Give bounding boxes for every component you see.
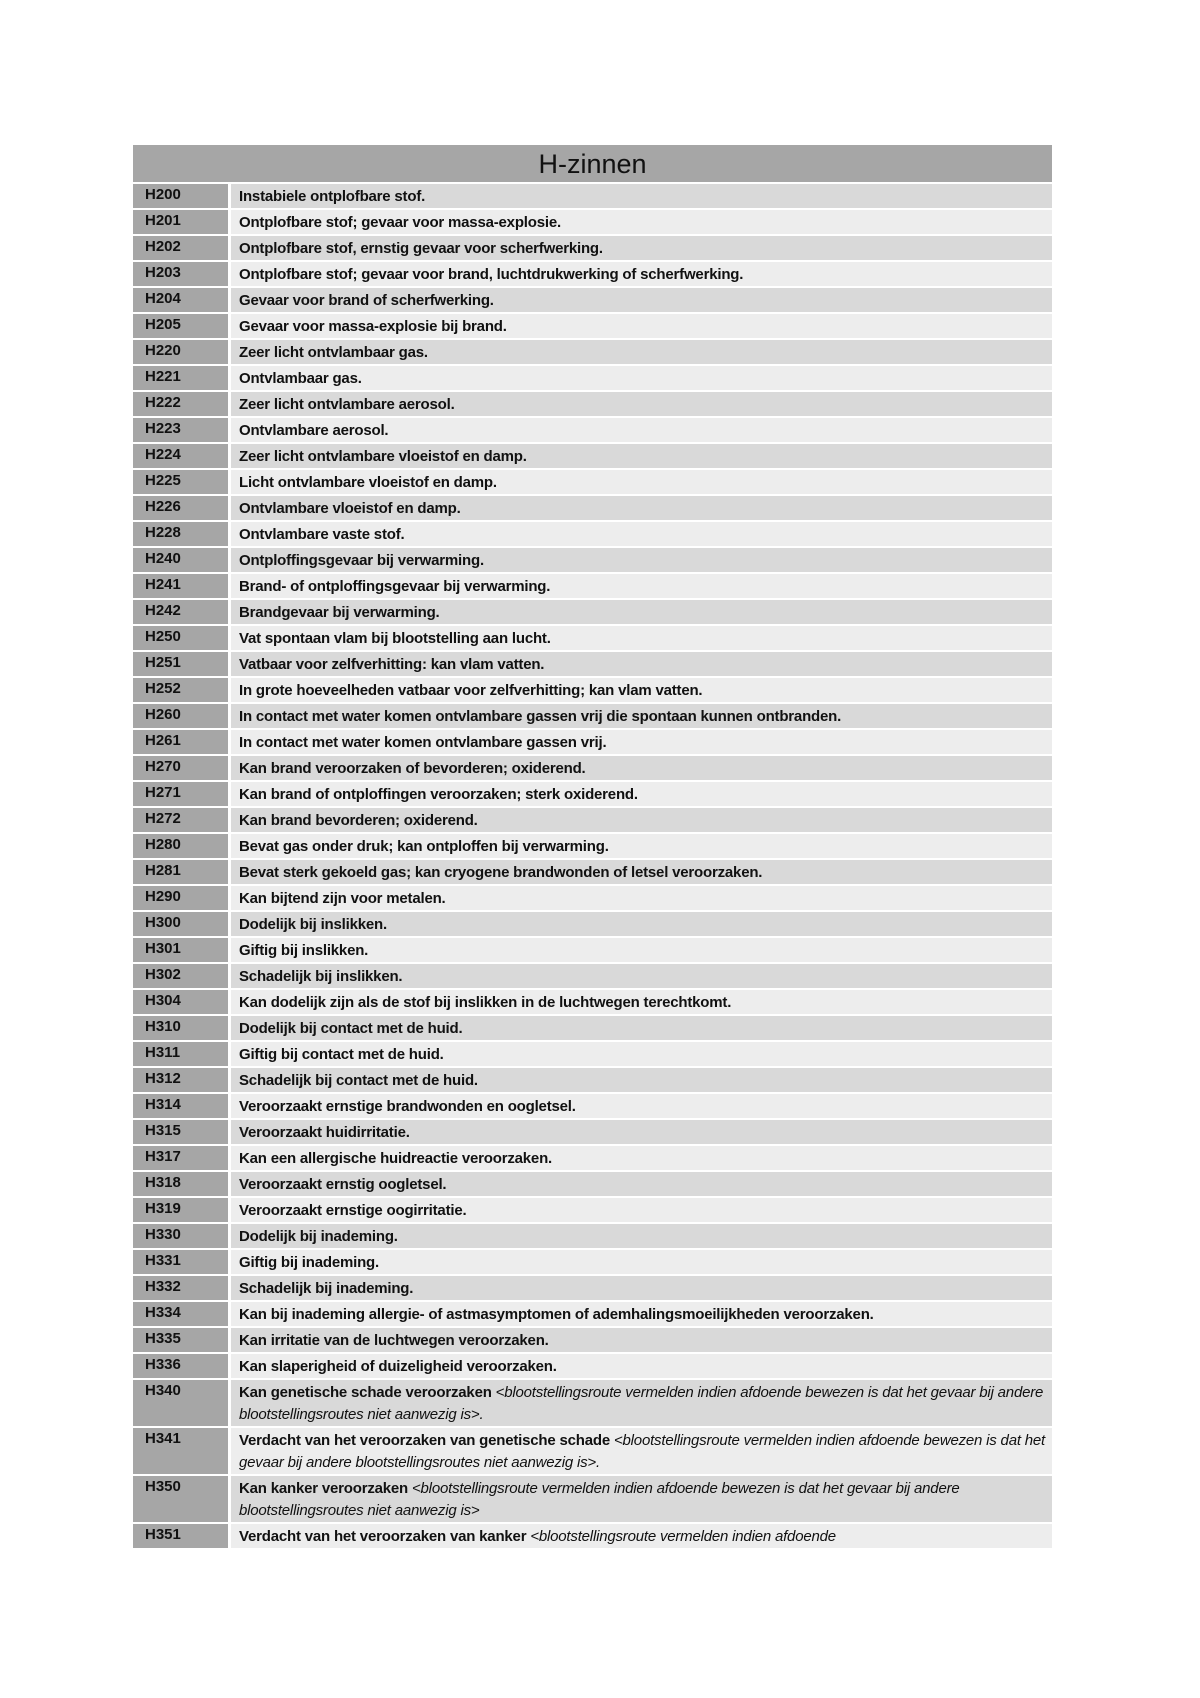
description-text: Brandgevaar bij verwarming. xyxy=(239,604,440,621)
table-row xyxy=(133,262,1052,286)
description-text: Verdacht van het veroorzaken van genetische schade xyxy=(239,1432,614,1449)
h-description xyxy=(231,1120,1052,1144)
description-text: Kan irritatie van de luchtwegen veroorzaken. xyxy=(239,1332,549,1349)
description-text: Kan brand bevorderen; oxiderend. xyxy=(239,812,478,829)
h-code: H205 xyxy=(133,314,228,338)
table-row xyxy=(133,964,1052,988)
h-description xyxy=(231,1428,1052,1474)
table-row xyxy=(133,1016,1052,1040)
h-code: H350 xyxy=(133,1476,228,1522)
h-code: H332 xyxy=(133,1276,228,1300)
description-text: In grote hoeveelheden vatbaar voor zelfverhitting; kan vlam vatten. xyxy=(239,682,703,699)
table-row xyxy=(133,522,1052,546)
h-description xyxy=(231,1250,1052,1274)
h-code: H315 xyxy=(133,1120,228,1144)
h-description xyxy=(231,912,1052,936)
h-description xyxy=(231,340,1052,364)
h-description xyxy=(231,1198,1052,1222)
table-row xyxy=(133,418,1052,442)
h-description xyxy=(231,314,1052,338)
description-text: Zeer licht ontvlambare aerosol. xyxy=(239,396,455,413)
h-code: H301 xyxy=(133,938,228,962)
description-text: Veroorzaakt ernstige brandwonden en oogletsel. xyxy=(239,1098,576,1115)
h-description xyxy=(231,834,1052,858)
description-note: <blootstellingsroute vermelden indien afdoende bewezen is dat het gevaar bij andere blootstellingsroutes niet aanwezig is>. xyxy=(239,1432,1046,1471)
h-code: H312 xyxy=(133,1068,228,1092)
description-text: In contact met water komen ontvlambare gassen vrij. xyxy=(239,734,607,751)
description-text: Licht ontvlambare vloeistof en damp. xyxy=(239,474,497,491)
table-row xyxy=(133,236,1052,260)
description-text: Kan genetische schade veroorzaken xyxy=(239,1384,496,1401)
table-row xyxy=(133,834,1052,858)
description-text: Zeer licht ontvlambare vloeistof en damp. xyxy=(239,448,527,465)
h-code: H240 xyxy=(133,548,228,572)
h-code: H203 xyxy=(133,262,228,286)
description-text: Ontvlambare aerosol. xyxy=(239,422,389,439)
h-code: H220 xyxy=(133,340,228,364)
table-row xyxy=(133,210,1052,234)
h-code: H221 xyxy=(133,366,228,390)
h-description xyxy=(231,418,1052,442)
description-text: Veroorzaakt ernstige oogirritatie. xyxy=(239,1202,467,1219)
description-text: Instabiele ontplofbare stof. xyxy=(239,188,426,205)
h-description xyxy=(231,1354,1052,1378)
h-description xyxy=(231,990,1052,1014)
table-row xyxy=(133,1042,1052,1066)
description-text: Kan bijtend zijn voor metalen. xyxy=(239,890,446,907)
description-text: Gevaar voor brand of scherfwerking. xyxy=(239,292,494,309)
h-code: H330 xyxy=(133,1224,228,1248)
h-description xyxy=(231,730,1052,754)
table-row xyxy=(133,1476,1052,1522)
table-row xyxy=(133,1172,1052,1196)
table-row xyxy=(133,1354,1052,1378)
h-code: H200 xyxy=(133,184,228,208)
table-row xyxy=(133,808,1052,832)
description-text: Kan een allergische huidreactie veroorzaken. xyxy=(239,1150,552,1167)
h-description xyxy=(231,782,1052,806)
description-text: Brand- of ontploffingsgevaar bij verwarming. xyxy=(239,578,551,595)
description-text: Gevaar voor massa-explosie bij brand. xyxy=(239,318,507,335)
h-description xyxy=(231,210,1052,234)
description-text: Kan brand veroorzaken of bevorderen; oxiderend. xyxy=(239,760,586,777)
description-note: <blootstellingsroute vermelden indien afdoende bewezen is dat het gevaar bij andere blootstellingsroutes niet aanwezig is>. xyxy=(239,1384,1044,1423)
h-description xyxy=(231,1172,1052,1196)
h-phrases-table xyxy=(133,145,1052,1550)
description-text: Ontploffingsgevaar bij verwarming. xyxy=(239,552,484,569)
h-code: H272 xyxy=(133,808,228,832)
table-row xyxy=(133,704,1052,728)
h-code: H335 xyxy=(133,1328,228,1352)
description-text: Bevat sterk gekoeld gas; kan cryogene brandwonden of letsel veroorzaken. xyxy=(239,864,763,881)
h-description xyxy=(231,600,1052,624)
h-code: H302 xyxy=(133,964,228,988)
h-code: H223 xyxy=(133,418,228,442)
h-code: H225 xyxy=(133,470,228,494)
description-text: Giftig bij contact met de huid. xyxy=(239,1046,444,1063)
description-text: Kan kanker veroorzaken xyxy=(239,1480,412,1497)
h-description xyxy=(231,1224,1052,1248)
h-description xyxy=(231,574,1052,598)
description-text: Ontvlambaar gas. xyxy=(239,370,362,387)
h-description xyxy=(231,626,1052,650)
table-row xyxy=(133,1250,1052,1274)
table-title: H-zinnen xyxy=(133,145,1052,182)
table-row xyxy=(133,574,1052,598)
table-row xyxy=(133,990,1052,1014)
h-code: H241 xyxy=(133,574,228,598)
description-text: Ontplofbare stof; gevaar voor massa-explosie. xyxy=(239,214,561,231)
h-code: H202 xyxy=(133,236,228,260)
h-code: H250 xyxy=(133,626,228,650)
table-row xyxy=(133,470,1052,494)
description-text: Ontplofbare stof; gevaar voor brand, luchtdrukwerking of scherfwerking. xyxy=(239,266,744,283)
table-row xyxy=(133,756,1052,780)
h-code: H228 xyxy=(133,522,228,546)
table-row xyxy=(133,600,1052,624)
table-row xyxy=(133,860,1052,884)
description-text: Vat spontaan vlam bij blootstelling aan lucht. xyxy=(239,630,551,647)
table-row xyxy=(133,548,1052,572)
description-text: Schadelijk bij inademing. xyxy=(239,1280,414,1297)
h-description xyxy=(231,1476,1052,1522)
h-description xyxy=(231,470,1052,494)
h-code: H261 xyxy=(133,730,228,754)
table-row xyxy=(133,288,1052,312)
table-row xyxy=(133,444,1052,468)
h-description xyxy=(231,756,1052,780)
h-description xyxy=(231,184,1052,208)
description-text: Dodelijk bij inademing. xyxy=(239,1228,398,1245)
h-code: H270 xyxy=(133,756,228,780)
table-row xyxy=(133,1146,1052,1170)
table-row xyxy=(133,782,1052,806)
table-row xyxy=(133,912,1052,936)
h-code: H334 xyxy=(133,1302,228,1326)
table-row xyxy=(133,626,1052,650)
h-code: H204 xyxy=(133,288,228,312)
h-description xyxy=(231,1016,1052,1040)
description-text: Giftig bij inslikken. xyxy=(239,942,369,959)
h-description xyxy=(231,1328,1052,1352)
h-description xyxy=(231,548,1052,572)
description-text: Veroorzaakt huidirritatie. xyxy=(239,1124,410,1141)
h-code: H304 xyxy=(133,990,228,1014)
h-code: H222 xyxy=(133,392,228,416)
h-description xyxy=(231,236,1052,260)
table-row xyxy=(133,1198,1052,1222)
h-description xyxy=(231,860,1052,884)
description-text: Kan dodelijk zijn als de stof bij inslikken in de luchtwegen terechtkomt. xyxy=(239,994,732,1011)
h-description xyxy=(231,1380,1052,1426)
h-code: H336 xyxy=(133,1354,228,1378)
h-description xyxy=(231,678,1052,702)
table-row xyxy=(133,1428,1052,1474)
description-text: Ontvlambare vloeistof en damp. xyxy=(239,500,461,517)
h-code: H290 xyxy=(133,886,228,910)
h-code: H300 xyxy=(133,912,228,936)
table-row xyxy=(133,678,1052,702)
h-description xyxy=(231,1094,1052,1118)
table-row xyxy=(133,184,1052,208)
description-text: Dodelijk bij contact met de huid. xyxy=(239,1020,463,1037)
h-code: H280 xyxy=(133,834,228,858)
table-row xyxy=(133,1524,1052,1548)
table-row xyxy=(133,730,1052,754)
h-code: H260 xyxy=(133,704,228,728)
h-code: H242 xyxy=(133,600,228,624)
table-row xyxy=(133,340,1052,364)
table-row xyxy=(133,392,1052,416)
table-row xyxy=(133,496,1052,520)
h-description xyxy=(231,392,1052,416)
description-text: Kan bij inademing allergie- of astmasymptomen of ademhalingsmoeilijkheden veroorzaken. xyxy=(239,1306,874,1323)
h-code: H351 xyxy=(133,1524,228,1548)
h-code: H311 xyxy=(133,1042,228,1066)
description-text: Giftig bij inademing. xyxy=(239,1254,379,1271)
table-row xyxy=(133,1380,1052,1426)
h-code: H281 xyxy=(133,860,228,884)
description-text: Kan slaperigheid of duizeligheid veroorzaken. xyxy=(239,1358,557,1375)
table-body xyxy=(133,184,1052,1548)
description-text: Schadelijk bij inslikken. xyxy=(239,968,403,985)
h-code: H318 xyxy=(133,1172,228,1196)
h-code: H314 xyxy=(133,1094,228,1118)
h-description xyxy=(231,704,1052,728)
h-description xyxy=(231,886,1052,910)
description-text: Ontplofbare stof, ernstig gevaar voor scherfwerking. xyxy=(239,240,603,257)
description-text: Zeer licht ontvlambaar gas. xyxy=(239,344,428,361)
description-text: Verdacht van het veroorzaken van kanker xyxy=(239,1528,531,1545)
description-note: <blootstellingsroute vermelden indien afdoende bewezen is dat het gevaar bij andere blootstellingsroutes niet aanwezig is> xyxy=(239,1480,960,1519)
table-row xyxy=(133,1068,1052,1092)
h-code: H201 xyxy=(133,210,228,234)
h-code: H317 xyxy=(133,1146,228,1170)
description-text: Ontvlambare vaste stof. xyxy=(239,526,405,543)
table-row xyxy=(133,1120,1052,1144)
h-code: H310 xyxy=(133,1016,228,1040)
h-code: H252 xyxy=(133,678,228,702)
h-description xyxy=(231,808,1052,832)
h-description xyxy=(231,262,1052,286)
description-text: Dodelijk bij inslikken. xyxy=(239,916,387,933)
h-description xyxy=(231,1524,1052,1548)
description-text: Vatbaar voor zelfverhitting: kan vlam vatten. xyxy=(239,656,545,673)
description-text: In contact met water komen ontvlambare gassen vrij die spontaan kunnen ontbranden. xyxy=(239,708,842,725)
h-description xyxy=(231,1042,1052,1066)
table-row xyxy=(133,314,1052,338)
h-code: H331 xyxy=(133,1250,228,1274)
description-text: Bevat gas onder druk; kan ontploffen bij verwarming. xyxy=(239,838,609,855)
table-row xyxy=(133,1302,1052,1326)
h-code: H340 xyxy=(133,1380,228,1426)
h-description xyxy=(231,288,1052,312)
h-code: H319 xyxy=(133,1198,228,1222)
h-description xyxy=(231,1146,1052,1170)
h-description xyxy=(231,1276,1052,1300)
description-text: Veroorzaakt ernstig oogletsel. xyxy=(239,1176,447,1193)
h-description xyxy=(231,652,1052,676)
table-row xyxy=(133,366,1052,390)
table-row xyxy=(133,1328,1052,1352)
table-row xyxy=(133,1224,1052,1248)
h-description xyxy=(231,496,1052,520)
h-description xyxy=(231,1302,1052,1326)
h-code: H224 xyxy=(133,444,228,468)
table-row xyxy=(133,886,1052,910)
description-text: Schadelijk bij contact met de huid. xyxy=(239,1072,478,1089)
h-description xyxy=(231,938,1052,962)
h-description xyxy=(231,444,1052,468)
description-text: Kan brand of ontploffingen veroorzaken; sterk oxiderend. xyxy=(239,786,638,803)
h-code: H341 xyxy=(133,1428,228,1474)
table-row xyxy=(133,938,1052,962)
h-description xyxy=(231,1068,1052,1092)
table-row xyxy=(133,652,1052,676)
h-description xyxy=(231,522,1052,546)
table-row xyxy=(133,1276,1052,1300)
table-row xyxy=(133,1094,1052,1118)
h-code: H271 xyxy=(133,782,228,806)
h-description xyxy=(231,366,1052,390)
description-note: <blootstellingsroute vermelden indien afdoende xyxy=(530,1528,836,1545)
h-code: H251 xyxy=(133,652,228,676)
h-code: H226 xyxy=(133,496,228,520)
h-description xyxy=(231,964,1052,988)
